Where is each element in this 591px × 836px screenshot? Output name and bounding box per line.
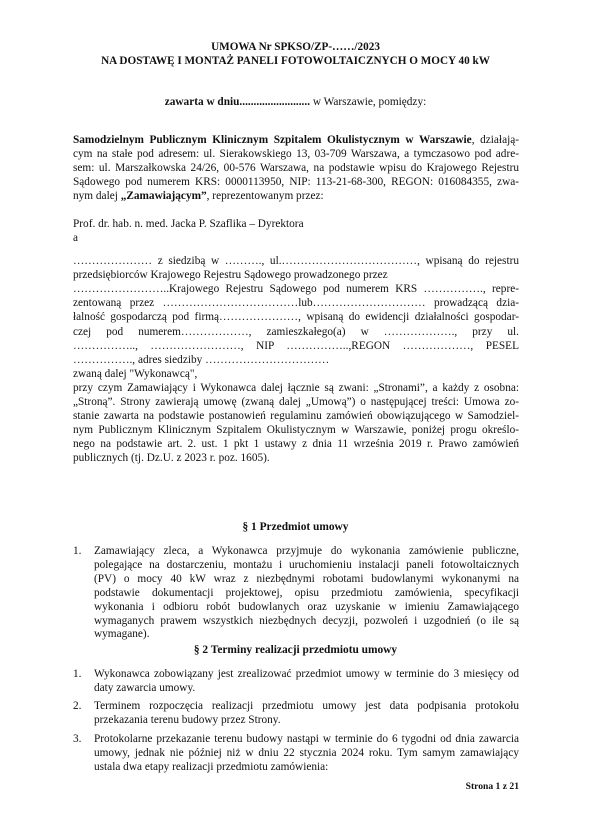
party2-line: łalność gospodarczą pod firmą…………………, wpisaną do ewidencji działalności gospodar- — [73, 311, 519, 324]
party2-line: publicznych (tj. Dz.U. z 2023 r. poz. 1605). — [73, 452, 270, 465]
party1-name: Samodzielnym Publicznym Klinicznym Szpitalem Okulistycznym w Warszawie — [73, 134, 472, 146]
section2-heading: § 2 Terminy realizacji przedmiotu umowy — [193, 644, 398, 656]
party1-alias: „Zamawiającym” — [120, 190, 207, 202]
party2-line: nego na podstawie art. 2. ust. 1 pkt 1 ustawy z dnia 11 września 2019 r. Prawo zamówień — [73, 438, 519, 451]
list-item-line: umowy, jednak nie później niż w dniu 22 stycznia 2024 roku. Tym samym zamawiający — [94, 746, 519, 759]
list-item-line: Terminem rozpoczęcia realizacji przedmiotu umowy jest data podpisania protokołu — [94, 700, 519, 712]
list-item-number: 2. — [73, 700, 82, 712]
contract-subtitle: NA DOSTAWĘ I MONTAŻ PANELI FOTOWOLTAICZNYCH O MOCY 40 kW — [101, 55, 490, 67]
list-item-line: Wykonawca zobowiązany jest zrealizować przedmiot umowy w terminie do 3 miesięcy od — [94, 668, 519, 680]
and-connector: a — [73, 232, 79, 244]
party2-line: zentowaną przez ………………………………lub………………………… prowadzącą dzia- — [73, 297, 519, 310]
party1-line-3: sem: ul. Marszałkowska 24/26, 00-576 Warszawa, na podstawie wpisu do Krajowego Rejestru — [73, 162, 519, 174]
representative: Prof. dr. hab. n. med. Jacka P. Szaflika – Dyrektora — [73, 218, 304, 230]
party2-line: nym Publicznym Klinicznym Szpitalem Okulistycznym w Warszawie, poniżej progu określo- — [73, 424, 519, 437]
party2-line: …………….., ……………………, NIP ……………..,REGON ………………, PESEL — [73, 339, 519, 352]
list-item-line: Protokolarne przekazanie terenu budowy nastąpi w terminie do 6 tygodni od dnia zawarcia — [94, 733, 519, 745]
list-item-line: polegające na dostarczeniu, montażu i uruchomieniu instalacji paneli fotowoltaicznych — [94, 558, 519, 571]
party2-line: przedsiębiorców Krajowego Rejestru Sądowego prowadzonego przez — [73, 269, 388, 282]
party2-line: stanie zawarta na podstawie postanowień regulaminu zamówień obowiązującego w Samodziel- — [73, 410, 519, 423]
list-item-line: daty zawarcia umowy. — [94, 681, 196, 694]
contract-title: UMOWA Nr SPKSO/ZP-……/2023 — [211, 41, 380, 53]
party1-line-1 — [73, 134, 519, 148]
section1-heading: § 1 Przedmiot umowy — [242, 521, 349, 533]
list-item-line: wymaganych prawem wszystkich niezbędnych decyzji, pozwoleń i uzgodnień (o ile są — [94, 614, 519, 627]
list-item-line: (PV) o mocy 40 kW wraz z niezbędnymi robotami budowlanymi wykonanymi na — [94, 572, 519, 585]
page-number: Strona 1 z 21 — [465, 781, 519, 792]
list-item-line: przekazania terenu budowy przez Strony. — [94, 713, 281, 726]
party2-line: ……………………..Krajowego Rejestru Sądowego pod numerem KRS ……………., repre- — [73, 283, 519, 296]
concluded-date-label: zawarta w dniu......................... — [164, 96, 311, 108]
list-item-line: podstawie dokumentacji projektowej, opisu przedmiotu zamówienia, specyfikacji — [94, 586, 519, 599]
list-item-number: 1. — [73, 545, 82, 557]
list-item-number: 1. — [73, 668, 82, 680]
party2-line: przy czym Zamawiający i Wykonawca dalej łącznie są zwani: „Stronami”, a każdy z osobna: — [73, 381, 519, 394]
list-item-line: ustala dwa etapy realizacji przedmiotu zamówienia: — [94, 760, 329, 773]
concluded-place: w Warszawie, pomiędzy: — [310, 96, 427, 108]
party2-line: ………………… z siedzibą w ………., ul.………………………………, wpisaną do rejestru — [73, 255, 519, 267]
list-item-number: 3. — [73, 733, 82, 745]
party2-line: „Stroną”. Strony zawierają umowę (zwaną dalej „Umową”) o następującej treści: Umowa zo- — [73, 396, 519, 408]
party2-line: czej pod numerem………………, zamieszkałego(a) w ………………., przy ul. — [73, 325, 519, 338]
party1-line-1-rest: , działają- — [471, 134, 519, 146]
party1-line-5-post: , reprezentowanym przez: — [206, 190, 324, 202]
party1-line-2: cym na stałe pod adresem: ul. Sierakowskiego 13, 03-709 Warszawa, a tymczasowo pod adre- — [73, 148, 519, 160]
party2-line: zwaną dalej "Wykonawcą", — [73, 367, 198, 380]
list-item-line: wykonania i odbioru robót budowlanych oraz uzyskanie w imieniu Zamawiającego — [94, 600, 519, 613]
list-item-line: wymagane). — [94, 628, 150, 641]
concluded-line — [0, 96, 591, 110]
party1-line-4: Sądowego pod numerem KRS: 0000113950, NIP: 113-21-68-300, REGON: 016084355, zwa- — [73, 176, 519, 188]
list-item-line: Zamawiający zleca, a Wykonawca przyjmuje do wykonania zamówienie publiczne, — [94, 545, 519, 557]
party1-line-5 — [73, 190, 519, 204]
party2-line: ……………., adres siedziby …………………………… — [73, 353, 330, 366]
party1-line-5-pre: nym dalej — [73, 190, 121, 202]
